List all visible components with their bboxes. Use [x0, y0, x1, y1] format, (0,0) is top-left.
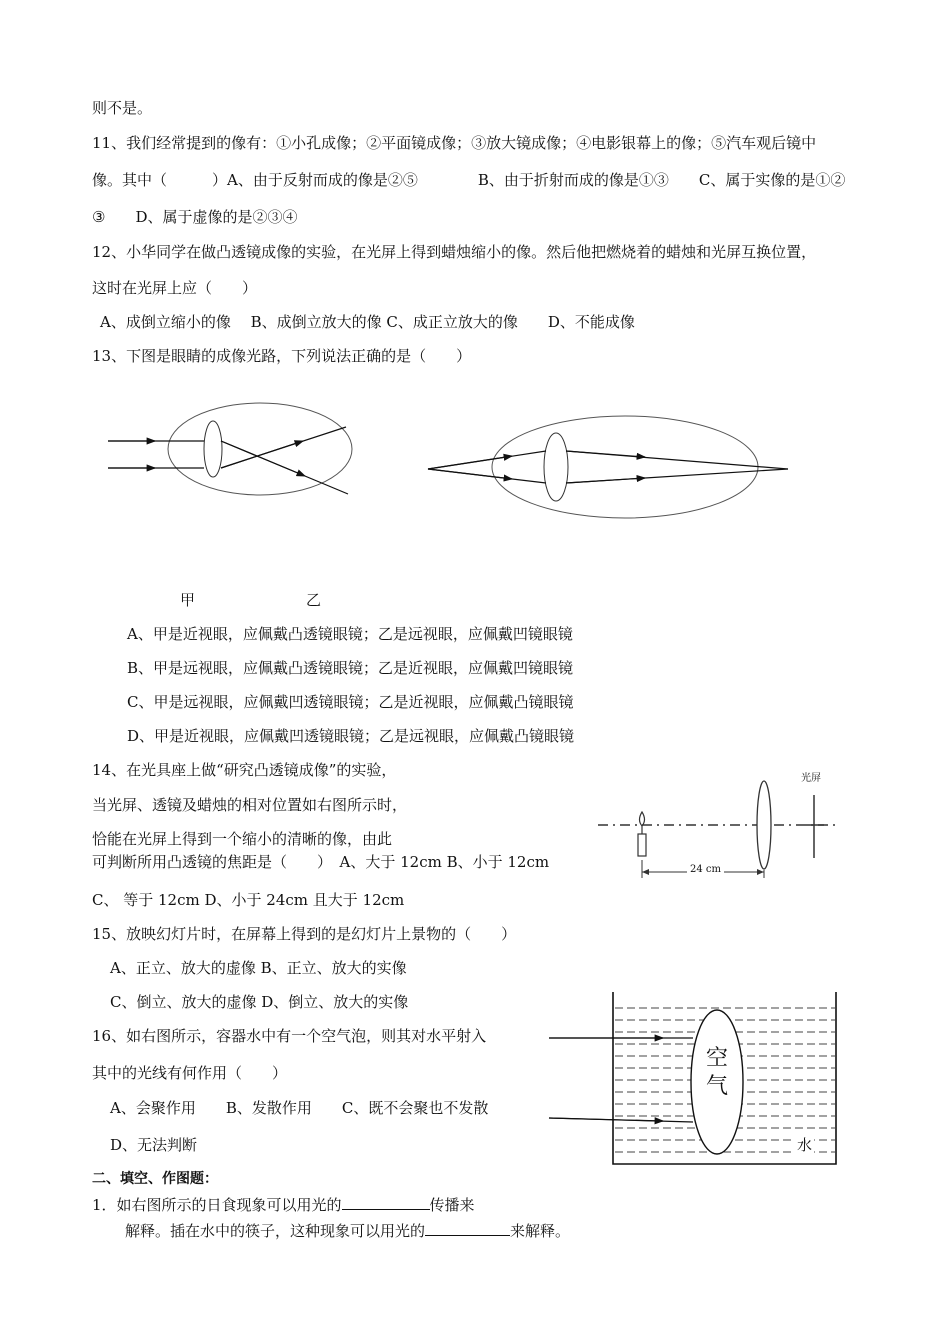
question-16-options-abc: A、会聚作用 B、发散作用 C、既不会聚也不发散	[110, 1099, 489, 1117]
fill-question-1-line-2	[125, 1219, 570, 1241]
question-16-line-2: 其中的光线有何作用（ ）	[92, 1064, 288, 1082]
answer-blank[interactable]	[425, 1219, 510, 1236]
question-14-line-2: 当光屏、透镜及蜡烛的相对位置如右图所示时，	[92, 796, 408, 814]
eye-diagram-b-label: 乙	[306, 591, 322, 609]
question-12-line-1: 12、小华同学在做凸透镜成像的实验，在光屏上得到蜡烛缩小的像。然后他把燃烧着的蜡烛和光屏互换位置，	[92, 243, 817, 261]
question-13-option-a: A、甲是近视眼，应佩戴凸透镜眼镜；乙是远视眼，应佩戴凹镜眼镜	[127, 625, 573, 643]
candle	[638, 812, 646, 856]
distance-label: 24 cm	[687, 864, 724, 876]
question-11-line-2: 像。其中（ ）A、由于反射而成的像是②⑤ B、由于折射而成的像是①③ C、属于实像的是①②	[92, 171, 846, 189]
water-label: 水	[797, 1136, 813, 1154]
eye-diagram-b	[428, 416, 788, 518]
question-14-line-5: C、 等于 12cm D、小于 24cm 且大于 12cm	[92, 891, 405, 909]
fill-question-1-line-1	[92, 1193, 475, 1215]
question-16-line-1: 16、如右图所示，容器水中有一个空气泡，则其对水平射入	[92, 1027, 487, 1045]
text-line: 则不是。	[92, 99, 153, 117]
fill-text: 1．如右图所示的日食现象可以用光的	[92, 1196, 342, 1214]
eyeball-outline	[492, 416, 758, 518]
question-15-options-cd: C、倒立、放大的虚像 D、倒立、放大的实像	[110, 993, 409, 1011]
question-14-line-4: 可判断所用凸透镜的焦距是（ ） A、大于 12cm B、小于 12cm	[92, 853, 550, 871]
eyeball-outline	[168, 403, 352, 495]
question-13-option-b: B、甲是远视眼，应佩戴凸透镜眼镜；乙是近视眼，应佩戴凹镜眼镜	[127, 659, 574, 677]
fill-text: 解释。插在水中的筷子，这种现象可以用光的	[125, 1222, 426, 1240]
eye-lens	[544, 433, 568, 501]
bubble-label-2: 气	[706, 1074, 729, 1099]
answer-blank[interactable]	[342, 1193, 430, 1210]
eye-diagram-a-label: 甲	[180, 591, 196, 609]
question-11-line-3: ③ D、属于虚像的是②③④	[92, 208, 298, 226]
question-14-line-1: 14、在光具座上做“研究凸透镜成像”的实验，	[92, 761, 397, 779]
question-13-stem: 13、下图是眼睛的成像光路，下列说法正确的是（ ）	[92, 347, 472, 365]
eye-ray-diagrams	[100, 395, 800, 520]
eye-diagram-a	[108, 403, 352, 495]
bubble-label-1: 空	[706, 1046, 729, 1071]
question-12-line-2: 这时在光屏上应（ ）	[92, 279, 258, 297]
eye-lens	[204, 421, 222, 477]
question-15-stem: 15、放映幻灯片时，在屏幕上得到的是幻灯片上景物的（ ）	[92, 925, 517, 943]
question-16-option-d: D、无法判断	[110, 1136, 198, 1154]
section-2-heading: 二、填空、作图题：	[92, 1171, 218, 1187]
light-screen-label: 光屏	[801, 773, 821, 784]
question-13-option-c: C、甲是远视眼，应佩戴凹透镜眼镜；乙是近视眼，应佩戴凸镜眼镜	[127, 693, 574, 711]
fill-text: 来解释。	[510, 1222, 571, 1240]
question-15-options-ab: A、正立、放大的虚像 B、正立、放大的实像	[110, 959, 407, 977]
question-12-options: A、成倒立缩小的像 B、成倒立放大的像 C、成正立放大的像 D、不能成像	[100, 313, 635, 331]
convex-lens	[757, 781, 771, 869]
light-screen	[806, 795, 824, 858]
fill-text: 传播来	[429, 1196, 475, 1214]
question-14-line-3: 恰能在光屏上得到一个缩小的清晰的像，由此	[92, 830, 393, 848]
question-11-line-1: 11、我们经常提到的像有：①小孔成像；②平面镜成像；③放大镜成像；④电影银幕上的像；⑤汽车观后镜中	[92, 134, 817, 152]
question-13-option-d: D、甲是近视眼，应佩戴凹透镜眼镜；乙是远视眼，应佩戴凸镜眼镜	[127, 727, 575, 745]
